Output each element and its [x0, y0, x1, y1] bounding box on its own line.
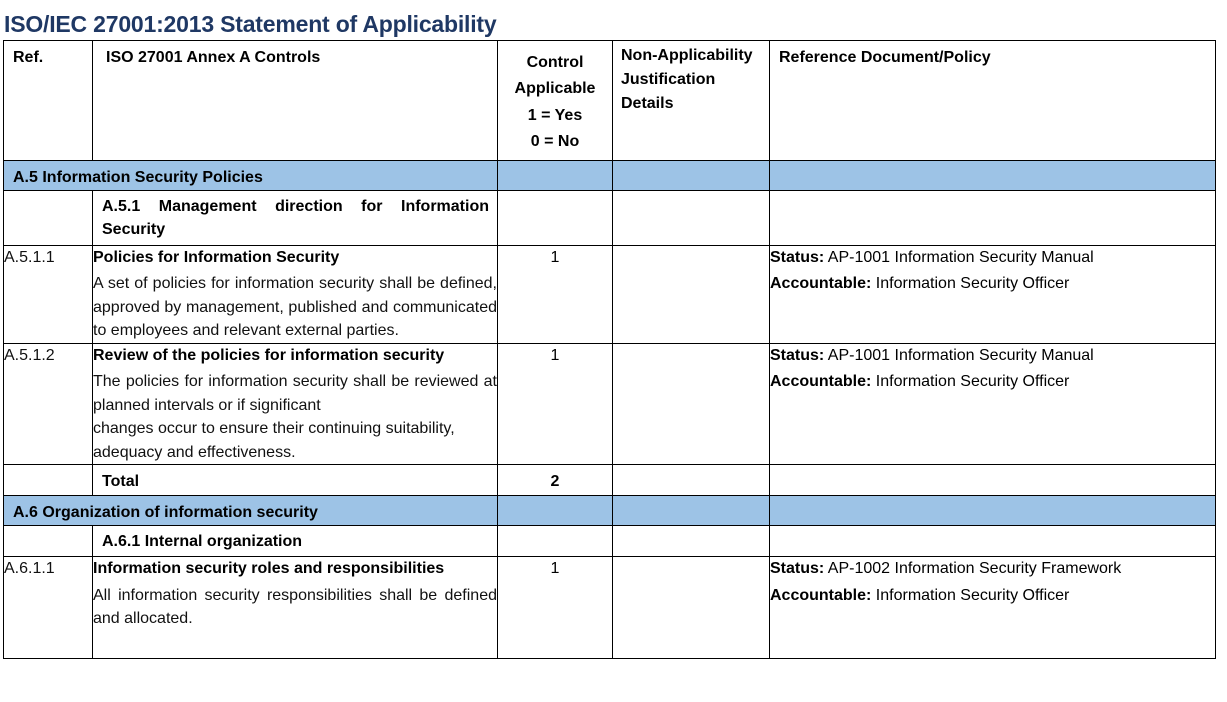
empty-cell	[613, 465, 770, 496]
control-reference-document	[770, 245, 1216, 343]
section-cell-empty	[498, 161, 613, 191]
control-description-tail: changes occur to ensure their continuing suitability, adequacy and effectiveness.	[93, 420, 455, 461]
status-label: Status:	[770, 346, 825, 364]
status-value: AP-1001 Information Security Manual	[827, 248, 1094, 266]
control-reference-document	[770, 343, 1216, 465]
status-line	[770, 344, 1215, 368]
control-description	[93, 370, 497, 464]
control-name: Policies for Information Security	[93, 248, 340, 266]
control-ref: A.6.1.1	[4, 557, 93, 659]
section-title: A.5 Information Security Policies	[4, 161, 498, 191]
accountable-value: Information Security Officer	[875, 586, 1070, 604]
control-applicable-value: 1	[498, 245, 613, 343]
section-cell-empty	[613, 161, 770, 191]
header-na-line1: Non-Applicability	[621, 47, 753, 64]
total-label: Total	[93, 465, 498, 496]
header-applicable-yes: 1 = Yes	[527, 107, 583, 124]
header-annex-a-controls: ISO 27001 Annex A Controls	[93, 41, 498, 161]
header-applicable-line2: Applicable	[514, 80, 596, 97]
table-header-row	[4, 41, 1216, 161]
empty-cell	[613, 525, 770, 557]
header-reference-document: Reference Document/Policy	[770, 41, 1216, 161]
section-cell-empty	[770, 496, 1216, 526]
status-value: AP-1001 Information Security Manual	[827, 346, 1094, 364]
header-non-applicability	[613, 41, 770, 161]
accountable-value: Information Security Officer	[875, 373, 1070, 390]
total-row	[4, 465, 1216, 496]
control-name: Review of the policies for information security	[93, 346, 445, 364]
control-cell	[93, 343, 498, 465]
control-ref: A.5.1.1	[4, 245, 93, 343]
subsection-row	[4, 525, 1216, 557]
control-reference-document	[770, 557, 1216, 659]
control-justification	[613, 245, 770, 343]
total-value: 2	[498, 465, 613, 496]
empty-cell	[770, 190, 1216, 245]
status-label: Status:	[770, 248, 825, 266]
subsection-title: A.6.1 Internal organization	[93, 525, 498, 557]
statement-of-applicability-table	[3, 40, 1216, 659]
total-ref-empty	[4, 465, 93, 496]
section-cell-empty	[770, 161, 1216, 191]
empty-cell	[498, 525, 613, 557]
header-ref: Ref.	[4, 41, 93, 161]
empty-cell	[770, 465, 1216, 496]
control-row	[4, 343, 1216, 465]
control-row	[4, 557, 1216, 659]
header-applicable-no: 0 = No	[530, 133, 580, 150]
subsection-ref-empty	[4, 525, 93, 557]
empty-cell	[770, 525, 1216, 557]
document-title: ISO/IEC 27001:2013 Statement of Applicability	[4, 11, 497, 37]
accountable-line	[770, 584, 1215, 608]
accountable-line	[770, 272, 1215, 296]
control-cell	[93, 557, 498, 659]
status-value: AP-1002 Information Security Framework	[827, 560, 1122, 577]
section-cell-empty	[498, 496, 613, 526]
control-justification	[613, 343, 770, 465]
status-line	[770, 557, 1215, 581]
accountable-line	[770, 370, 1215, 394]
control-row	[4, 245, 1216, 343]
subsection-title: A.5.1 Management direction for Information Security	[93, 190, 498, 245]
control-name: Information security roles and responsibilities	[93, 560, 445, 577]
control-applicable-value: 1	[498, 557, 613, 659]
accountable-value: Information Security Officer	[875, 275, 1070, 292]
control-description: A set of policies for information security shall be defined, approved by management, published and communicated to employees and relevant external parties.	[93, 275, 497, 339]
section-row	[4, 496, 1216, 526]
status-line	[770, 246, 1215, 270]
control-applicable-value: 1	[498, 343, 613, 465]
header-applicable-line1: Control	[526, 54, 584, 71]
header-na-line2: Justification	[621, 71, 716, 88]
control-description: All information security responsibilities shall be defined and allocated.	[93, 586, 497, 627]
control-description-text: The policies for information security shall be reviewed at planned intervals or if significant	[93, 373, 497, 414]
accountable-label: Accountable:	[770, 275, 872, 292]
control-justification	[613, 557, 770, 659]
control-ref: A.5.1.2	[4, 343, 93, 465]
header-control-applicable	[498, 41, 613, 161]
section-cell-empty	[613, 496, 770, 526]
empty-cell	[613, 190, 770, 245]
section-row	[4, 161, 1216, 191]
subsection-row	[4, 190, 1216, 245]
accountable-label: Accountable:	[770, 586, 872, 604]
accountable-label: Accountable:	[770, 373, 872, 390]
section-title: A.6 Organization of information security	[4, 496, 498, 526]
header-na-line3: Details	[621, 95, 674, 112]
control-cell	[93, 245, 498, 343]
empty-cell	[498, 190, 613, 245]
subsection-ref-empty	[4, 190, 93, 245]
status-label: Status:	[770, 560, 825, 577]
